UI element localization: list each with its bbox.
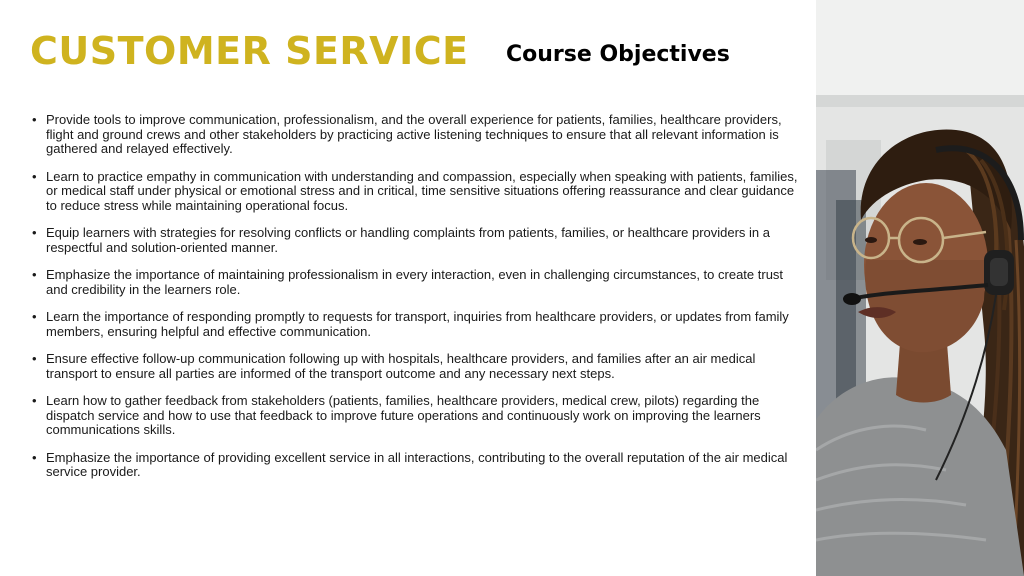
- slide-subtitle: Course Objectives: [506, 42, 730, 67]
- bullet-icon: •: [32, 351, 37, 366]
- objectives-list: [30, 113, 800, 493]
- bullet-icon: •: [32, 225, 37, 240]
- dispatcher-illustration: [816, 0, 1024, 576]
- objective-item: [30, 170, 800, 214]
- objective-item: [30, 113, 800, 157]
- objective-item: [30, 394, 800, 438]
- objective-text: Emphasize the importance of maintaining professionalism in every interaction, even in challenging circumstances, to create trust and credibility in the learners role.: [46, 267, 784, 297]
- objective-item: [30, 268, 800, 297]
- objective-item: [30, 451, 800, 480]
- objective-item: [30, 310, 800, 339]
- objective-item: [30, 352, 800, 381]
- bullet-icon: •: [32, 112, 37, 127]
- bullet-icon: •: [32, 267, 37, 282]
- bullet-icon: •: [32, 309, 37, 324]
- objective-text: Provide tools to improve communication, professionalism, and the overall experience for patients, families, healthcare providers, flight and ground crews and other stakeholders by practicing active listening techniques to ensure that all relevant information is gathered and relayed effectively.: [46, 112, 782, 156]
- objective-text: Ensure effective follow-up communication following up with hospitals, healthcare providers, and families after an air medical transport to ensure all parties are informed of the transport outcome and any necessary next steps.: [46, 351, 756, 381]
- objective-item: [30, 226, 800, 255]
- objective-text: Equip learners with strategies for resolving conflicts or handling complaints from patients, families, or healthcare providers in a respectful and solution-oriented manner.: [46, 225, 771, 255]
- dispatcher-photo: [816, 0, 1024, 576]
- bullet-icon: •: [32, 168, 37, 184]
- objective-text: Learn the importance of responding promptly to requests for transport, inquiries from healthcare providers, or updates from family members, ensuring helpful and effective communication.: [46, 309, 789, 339]
- objective-text: Learn how to gather feedback from stakeholders (patients, families, healthcare providers, medical crew, pilots) regarding the dispatch service and how to use that feedback to improve future operations and continuously work on improving the learners communications skills.: [46, 393, 761, 437]
- objective-text: Learn to practice empathy in communication with understanding and compassion, especially when speaking with patients, families, or medical staff under physical or emotional stress and in critical, time sensitive situations offering reassurance and clear guidance to reduce stress while maintaining operational focus.: [46, 168, 798, 213]
- objective-text: Emphasize the importance of providing excellent service in all interactions, contributing to the overall reputation of the air medical service provider.: [46, 449, 788, 479]
- slide-title: CUSTOMER SERVICE: [30, 29, 469, 73]
- bullet-icon: •: [32, 449, 37, 465]
- bullet-icon: •: [32, 393, 37, 408]
